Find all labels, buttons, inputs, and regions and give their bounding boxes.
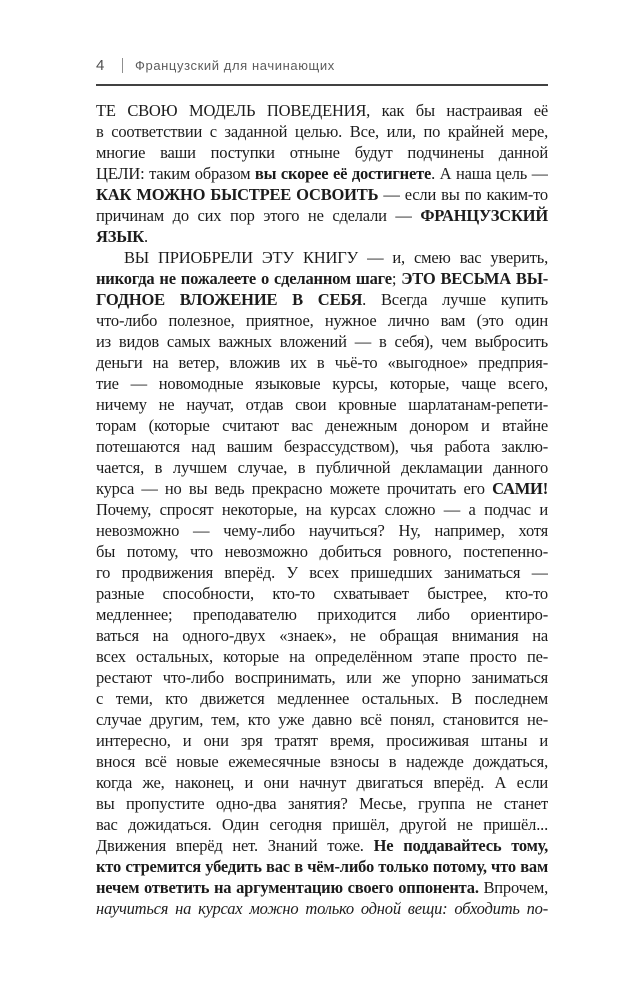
text-segment: случае другим, тем, кто уже давно всё понял, становится не-: [96, 710, 548, 729]
paragraph-2: [96, 247, 548, 919]
text-line: [96, 772, 548, 793]
text-line: [96, 520, 548, 541]
text-line: [96, 814, 548, 835]
text-segment: САМИ!: [492, 479, 548, 498]
text-line: [96, 499, 548, 520]
text-line: [96, 646, 548, 667]
page-body: [96, 100, 548, 919]
text-line: [96, 667, 548, 688]
text-segment: причинам до сих пор этого не сделали —: [96, 206, 421, 225]
text-line: [96, 310, 548, 331]
text-segment: курса — но вы ведь прекрасно можете прочитать его: [96, 479, 493, 498]
text-line: [96, 562, 548, 583]
text-segment: кто стремится убедить вас в чём-либо только потому, что вам: [96, 857, 548, 876]
text-line: [96, 793, 548, 814]
text-line: [96, 121, 548, 142]
text-segment: потешаются над вашим безрассудством), чья работа заклю-: [96, 437, 548, 456]
text-segment: чается, в лучшем случае, в публичной декламации данного: [96, 458, 548, 477]
text-segment: многие ваши поступки отныне будут подчинены данной: [96, 143, 548, 162]
text-segment: деньги на ветер, вложив их в чьё-то «выгодное» предприя-: [96, 353, 548, 372]
text-line: [96, 352, 548, 373]
text-segment: научиться на курсах можно только одной вещи: обходить по-: [96, 899, 548, 918]
text-line: [96, 415, 548, 436]
text-line: [96, 835, 548, 856]
text-segment: Впрочем,: [478, 878, 548, 897]
text-line: [96, 898, 548, 919]
text-line: [96, 268, 548, 289]
text-line: [96, 142, 548, 163]
text-line: [96, 541, 548, 562]
text-line: [96, 478, 548, 499]
text-segment: с теми, кто движется медленнее остальных. В последнем: [96, 689, 548, 708]
text-segment: ФРАНЦУЗСКИЙ: [420, 206, 548, 225]
text-segment: . Всегда лучше купить: [362, 290, 548, 309]
text-segment: ЭТО ВЕСЬМА ВЫ-: [401, 269, 548, 288]
text-segment: бы потому, что невозможно добиться ровного, постепенно-: [96, 542, 548, 561]
text-line: [96, 100, 548, 121]
text-line: [96, 457, 548, 478]
text-line: [96, 604, 548, 625]
text-segment: торам (которые считают вас денежным донором и втайне: [96, 416, 548, 435]
text-line: [96, 205, 548, 226]
text-segment: ваться на одного-двух «знаек», не обращая внимания на: [96, 626, 548, 645]
text-line: [96, 730, 548, 751]
text-line: [96, 877, 548, 898]
text-segment: когда же, наконец, и они начнут двигаться вперёд. А если: [96, 773, 548, 792]
text-segment: го продвижения вперёд. У всех пришедших заниматься —: [96, 563, 548, 582]
text-line: [96, 583, 548, 604]
text-segment: ТЕ СВОЮ МОДЕЛЬ ПОВЕДЕНИЯ, как бы настраивая её: [96, 101, 548, 120]
text-segment: тие — новомодные языковые курсы, которые, чаще всего,: [96, 374, 548, 393]
text-segment: ничему не научат, отдав свои кровные шарлатанам-репети-: [96, 395, 548, 414]
text-segment: вы пропустите одно-два занятия? Месье, группа не станет: [96, 794, 548, 813]
header-divider: [122, 58, 123, 73]
text-line: [96, 373, 548, 394]
text-line: [96, 625, 548, 646]
text-line: [96, 709, 548, 730]
page-number: 4: [96, 57, 105, 74]
header-rule: [96, 84, 548, 86]
text-line: [96, 289, 548, 310]
text-segment: Почему, спросят некоторые, на курсах сложно — а подчас и: [96, 500, 548, 519]
text-segment: КАК МОЖНО БЫСТРЕЕ ОСВОИТЬ: [96, 185, 379, 204]
text-segment: ГОДНОЕ ВЛОЖЕНИЕ В СЕБЯ: [96, 290, 363, 309]
text-line: [96, 751, 548, 772]
text-segment: ЦЕЛИ: таким образом: [96, 164, 255, 183]
text-line: [96, 247, 548, 268]
page-header: [96, 57, 548, 74]
text-segment: всех остальных, которые на определённом этапе просто пе-: [96, 647, 548, 666]
text-segment: ВЫ ПРИОБРЕЛИ ЭТУ КНИГУ — и, смею вас уверить,: [124, 248, 548, 267]
text-line: [96, 184, 548, 205]
text-segment: — если вы по каким-то: [378, 185, 548, 204]
text-segment: медленнее; преподавателю приходится либо ориентиро-: [96, 605, 548, 624]
text-segment: никогда не пожалеете о сделанном шаге: [96, 269, 392, 288]
text-segment: что-либо полезное, приятное, нужное лично вам (это один: [96, 311, 548, 330]
text-segment: интересно, и они зря тратят время, просиживая штаны и: [96, 731, 548, 750]
text-segment: внося всё новые ежемесячные взносы в надежде дождаться,: [96, 752, 548, 771]
text-segment: нечем ответить на аргументацию своего оппонента.: [96, 878, 479, 897]
text-segment: невозможно — чему-либо научиться? Ну, например, хотя: [96, 521, 548, 540]
text-line: [96, 226, 548, 247]
text-segment: в соответствии с заданной целью. Все, или, по крайней мере,: [96, 122, 548, 141]
text-line: [96, 331, 548, 352]
running-title: Французский для начинающих: [135, 58, 335, 73]
text-line: [96, 436, 548, 457]
text-segment: разные способности, кто-то схватывает быстрее, кто-то: [96, 584, 548, 603]
text-segment: из видов самых важных вложений — в себя), чем выбросить: [96, 332, 548, 351]
text-segment: вы скорее её достигнете: [254, 164, 432, 183]
text-segment: Не поддавайтесь тому,: [373, 836, 548, 855]
text-segment: ;: [391, 269, 402, 288]
text-segment: . А наша цель —: [431, 164, 548, 183]
text-line: [96, 688, 548, 709]
text-line: [96, 394, 548, 415]
paragraph-1: [96, 100, 548, 247]
text-segment: ЯЗЫК: [96, 227, 144, 246]
text-segment: .: [144, 227, 148, 246]
text-segment: вас дожидаться. Один сегодня пришёл, другой не пришёл...: [96, 815, 548, 834]
text-line: [96, 163, 548, 184]
text-segment: рестают что-либо воспринимать, или же упорно заниматься: [96, 668, 548, 687]
text-line: [96, 856, 548, 877]
text-segment: Движения вперёд нет. Знаний тоже.: [96, 836, 374, 855]
